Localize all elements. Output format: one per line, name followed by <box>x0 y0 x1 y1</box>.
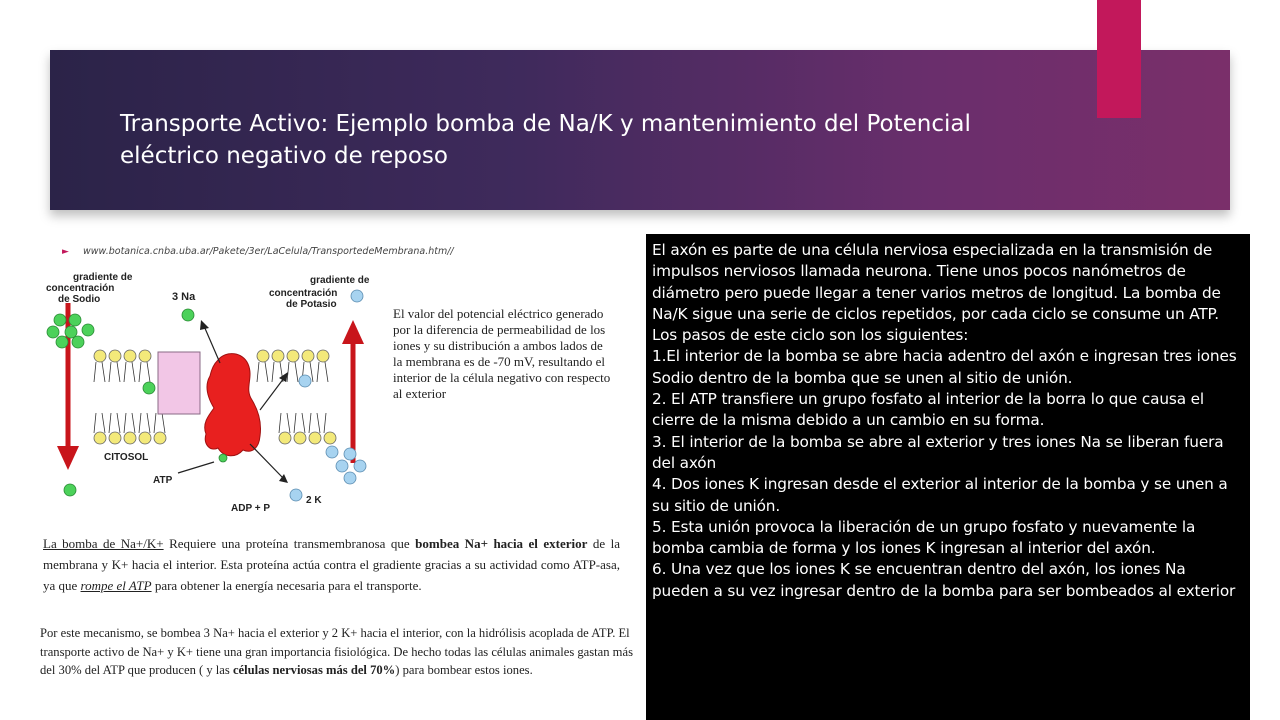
pump-description: La bomba de Na+/K+ Requiere una proteína transmembranosa que bombea Na+ hacia el exterior de la membrana y K+ hacia el interior. Esta proteína actúa contra el gradiente gracias a su actividad como ATP-asa, ya que rompe el ATP para obtener la energía necesaria para el transporte. <box>43 536 620 593</box>
bullet-arrow-icon: ► <box>62 247 69 257</box>
accent-bar <box>1097 0 1141 118</box>
label-sodio: gradiente de concentración de Sodio <box>46 272 133 305</box>
membrane-outer-heads <box>94 350 329 362</box>
step-1: 1.El interior de la bomba se abre hacia adentro del axón e ingresan tres iones Sodio dentro de la bomba que se unen al sitio de unión. <box>652 347 1237 387</box>
label-citosol: CITOSOL <box>104 452 149 463</box>
step-5: 5. Esta unión provoca la liberación de un grupo fosfato y nuevamente la bomba cambia de forma y los iones K ingresan al interior del axón. <box>652 517 1196 558</box>
label-atp: ATP <box>153 475 173 486</box>
label-adp: ADP + P <box>231 503 270 514</box>
step-6: 6. Una vez que los iones K se encuentran dentro del axón, los iones Na pueden a su vez ingresar dentro de la bomba para ser bombeados al exterior <box>652 560 1236 600</box>
source-link[interactable]: www.botanica.cnba.uba.ar/Pakete/3er/LaCelula/TransportedeMembrana.htm// <box>83 246 454 257</box>
potassium-arrowhead <box>342 320 364 344</box>
label-potasio: gradiente de concentración de Potasio <box>269 275 370 310</box>
potential-caption: El valor del potencial eléctrico generado por la diferencia de permeabilidad de los iones y su distribución a ambos lados de la membrana es de -70 mV, resultando el interior de la célula negativo con respecto al exterior <box>393 306 611 401</box>
label-2k: 2 K <box>306 495 322 506</box>
pump-protein <box>205 354 261 456</box>
slide-title: Transporte Activo: Ejemplo bomba de Na/K y mantenimiento del Potencial eléctrico negativo de reposo <box>120 111 971 169</box>
pump-link[interactable]: La bomba de Na+/K+ <box>43 536 164 551</box>
na-k-pump-diagram <box>38 268 388 518</box>
mechanism-description: Por este mecanismo, se bombea 3 Na+ hacia el exterior y 2 K+ hacia el interior, con la hidrólisis acoplada de ATP. El transporte activo de Na+ y K+ tiene una gran importancia fisiológica. De hecho todas las células animales gastan más del 30% del ATP que producen ( y las células nerviosas más del 70%) para bombear estos iones. <box>40 626 633 677</box>
label-3na: 3 Na <box>172 291 196 303</box>
step-3: 3. El interior de la bomba se abre al exterior y tres iones Na se liberan fuera del axón <box>652 432 1224 472</box>
step-2: 2. El ATP transfiere un grupo fosfato al interior de la borra lo que causa el cierre de la misma debido a un cambio en su forma. <box>652 390 1205 430</box>
atp-link[interactable]: rompe el ATP <box>80 578 152 593</box>
atp-molecule <box>219 454 227 462</box>
explanation-text <box>652 240 1242 602</box>
sodium-arrowhead <box>57 446 79 470</box>
explanation-intro: El axón es parte de una célula nerviosa especializada en la transmisión de impulsos nerviosos llamada neurona. Tiene unos pocos nanómetros de diámetro pero puede llegar a tener varios metros de longitud. La bomba de Na/K sigue una serie de ciclos repetidos, por cada ciclo se consume un ATP. Los pasos de este ciclo son los siguientes: <box>652 241 1221 345</box>
step-4: 4. Dos iones K ingresan desde el exterior al interior de la bomba y se unen a su sitio de unión. <box>652 475 1228 515</box>
channel-protein <box>158 352 200 414</box>
